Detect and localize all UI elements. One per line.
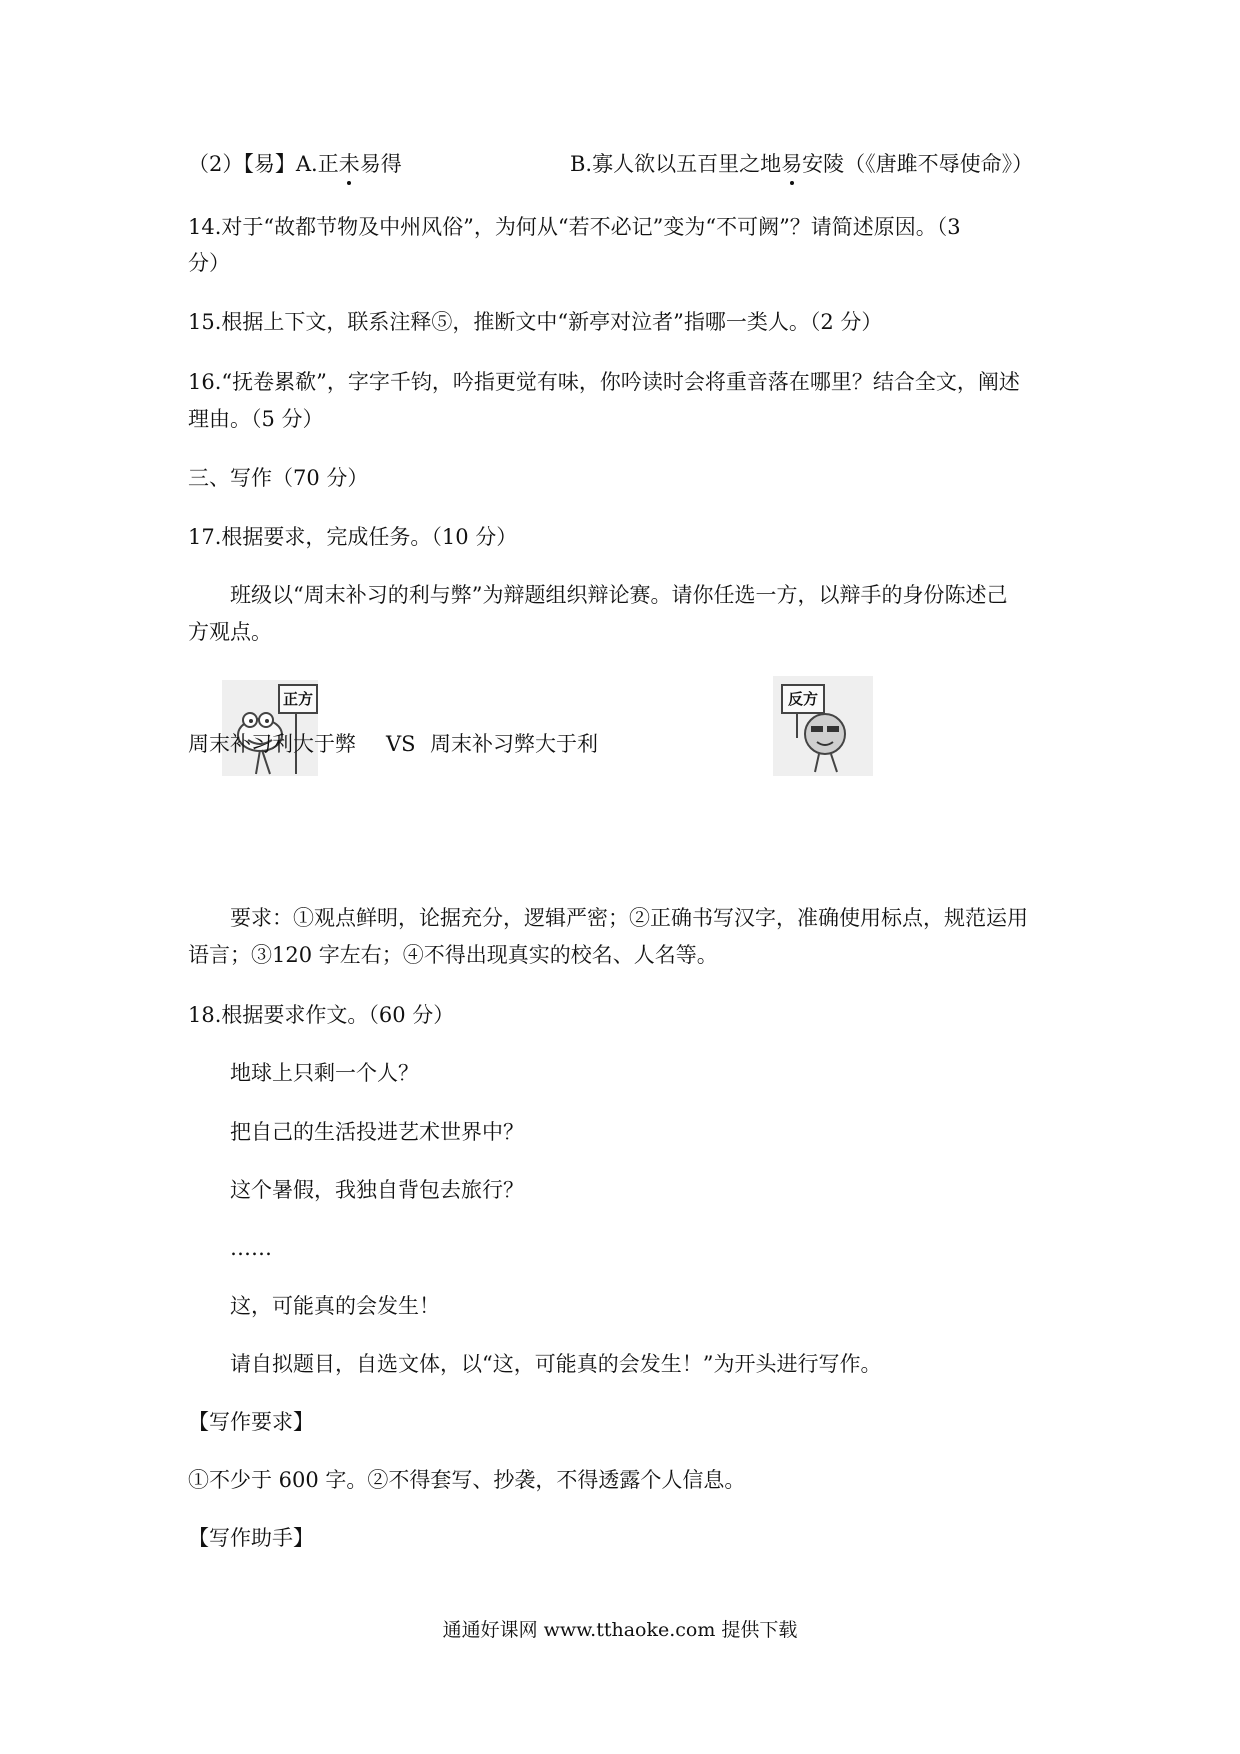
q17-requirements-line-2: 语言；③120 字左右；④不得出现真实的校名、人名等。 xyxy=(188,943,718,967)
con-sign: 反方 xyxy=(781,684,825,714)
pro-side-cartoon xyxy=(222,680,318,776)
q16-line-2: 理由。（5 分） xyxy=(188,407,324,431)
q13-option-a-emphasized-char: 未 xyxy=(338,152,360,176)
con-viewpoint: 周末补习弊大于利 xyxy=(430,732,598,756)
section-3-heading: 三、写作（70 分） xyxy=(188,466,369,490)
pro-viewpoint: 周末补习利大于弊 xyxy=(188,732,356,756)
q14-line-1: 14.对于“故都节物及中州风俗”，为何从“若不必记”变为“不可阙”？请简述原因。（3 xyxy=(188,215,961,239)
q18-prompt-4: 这，可能真的会发生！ xyxy=(230,1294,440,1318)
writing-helper-heading: 【写作助手】 xyxy=(188,1526,314,1550)
q18-prompt-3: 这个暑假，我独自背包去旅行？ xyxy=(230,1178,524,1202)
pro-sign: 正方 xyxy=(278,684,318,714)
q13-option-a-prefix: （2）【易】A.正 xyxy=(188,152,339,176)
footer-source: 通通好课网 www.tthaoke.com 提供下载 xyxy=(442,1619,798,1641)
q17-intro-line-1: 班级以“周末补习的利与弊”为辩题组织辩论赛。请你任选一方，以辩手的身份陈述己 xyxy=(230,583,1008,607)
vs-label: VS xyxy=(386,732,416,756)
q13-option-b-emphasized-char: 易 xyxy=(781,152,803,176)
q18-title: 18.根据要求作文。（60 分） xyxy=(188,1003,455,1027)
writing-requirements-text: ①不少于 600 字。②不得套写、抄袭，不得透露个人信息。 xyxy=(188,1468,746,1492)
q13-option-a-suffix: 易得 xyxy=(359,152,402,176)
q13-item-2 xyxy=(188,152,402,177)
con-side-cartoon xyxy=(773,676,873,776)
q13-option-b-suffix: 安陵（《唐雎不辱使命》） xyxy=(802,152,1034,176)
q18-instruction: 请自拟题目，自选文体，以“这，可能真的会发生！”为开头进行写作。 xyxy=(230,1352,882,1376)
q13-option-b-prefix: B.寡人欲以五百里之地 xyxy=(570,152,782,176)
q15: 15.根据上下文，联系注释⑤，推断文中“新亭对泣者”指哪一类人。（2 分） xyxy=(188,310,883,334)
q18-prompt-ellipsis: …… xyxy=(230,1236,272,1260)
q14-line-2: 分） xyxy=(188,251,230,275)
q13-option-b xyxy=(570,152,1033,177)
q17-intro-line-2: 方观点。 xyxy=(188,620,272,644)
q16-line-1: 16.“抚卷累欷”，字字千钧，吟指更觉有味，你吟读时会将重音落在哪里？结合全文，阐述 xyxy=(188,370,1020,394)
writing-requirements-heading: 【写作要求】 xyxy=(188,1410,314,1434)
q17-title: 17.根据要求，完成任务。（10 分） xyxy=(188,525,518,549)
q18-prompt-2: 把自己的生活投进艺术世界中？ xyxy=(230,1120,524,1144)
q18-prompt-1: 地球上只剩一个人？ xyxy=(230,1061,419,1085)
q17-requirements-line-1: 要求：①观点鲜明，论据充分，逻辑严密；②正确书写汉字，准确使用标点，规范运用 xyxy=(230,906,1028,930)
